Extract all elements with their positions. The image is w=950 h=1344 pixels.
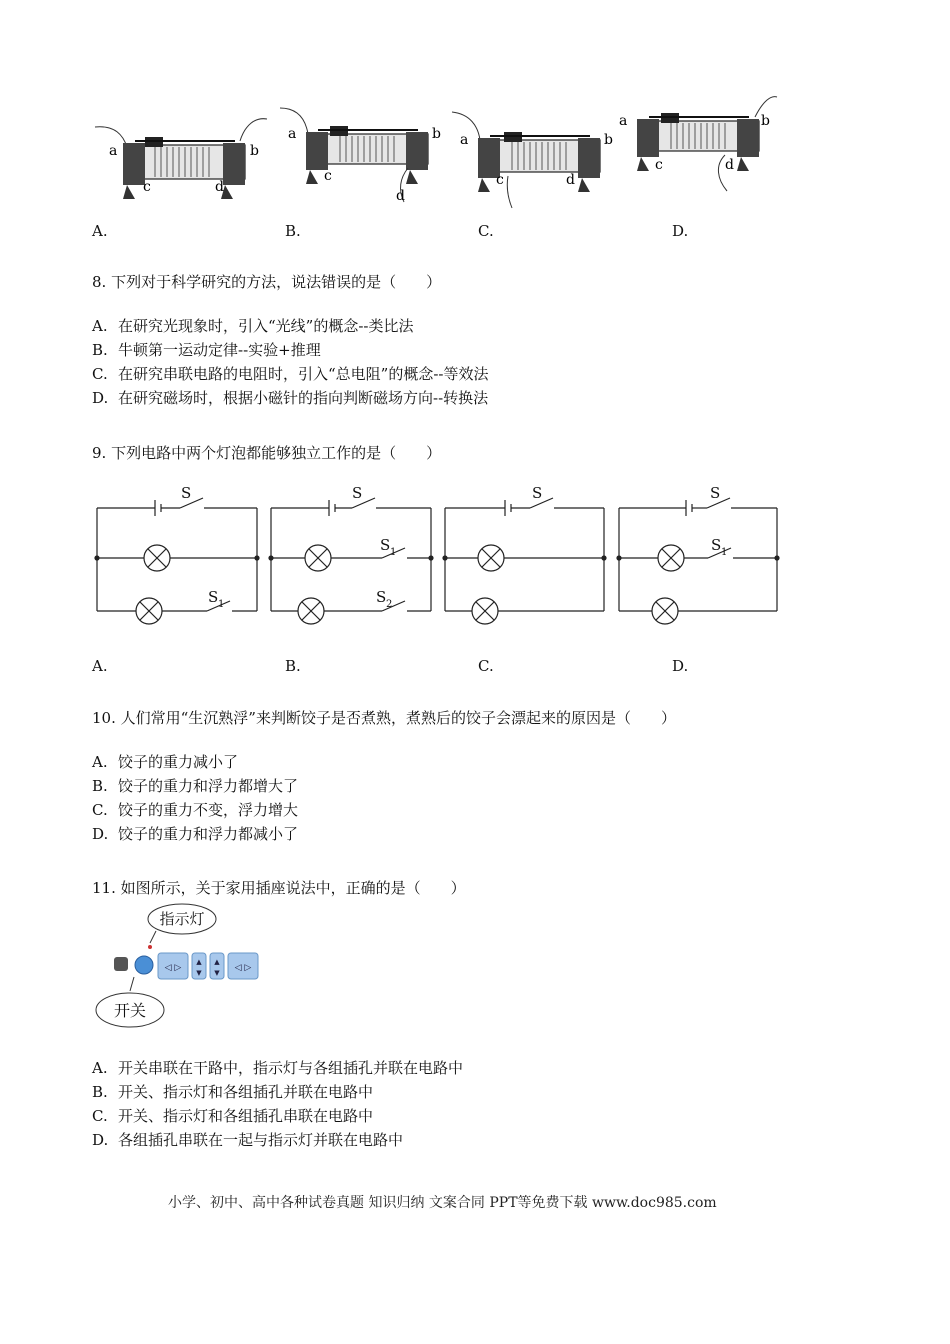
option-letter: C. <box>92 1107 108 1125</box>
terminal-label-b: b <box>604 132 613 148</box>
terminal-label-c: c <box>143 179 151 195</box>
q11-option-b[interactable] <box>92 1083 373 1101</box>
svg-text:▲: ▲ <box>214 958 220 966</box>
q8-option-b[interactable] <box>92 341 321 359</box>
switch-label: S <box>181 484 192 502</box>
circuit-d <box>617 498 779 624</box>
q8-option-d[interactable] <box>92 389 488 407</box>
q9-option-d-letter: D. <box>672 657 689 675</box>
terminal-label-c: c <box>496 172 504 188</box>
switch-icon <box>114 957 128 971</box>
option-text: 在研究磁场时，根据小磁针的指向判断磁场方向--转换法 <box>118 389 489 407</box>
indicator-callout: 指示灯 <box>159 910 205 928</box>
option-text: 在研究串联电路的电阻时，引入“总电阻”的概念--等效法 <box>118 365 489 383</box>
option-text: 饺子的重力不变，浮力增大 <box>118 801 299 819</box>
circuit-b <box>269 498 433 624</box>
q10-option-b[interactable] <box>92 777 298 795</box>
svg-text:▼: ▼ <box>196 969 202 977</box>
switch-subscript: 1 <box>721 547 728 558</box>
page-footer: 小学、初中、高中各种试卷真题 知识归纳 文案合同 PPT等免费下载 www.doc985.com <box>168 1195 717 1211</box>
switch-label: S <box>376 588 387 606</box>
rheostat-c <box>452 112 613 208</box>
q11-option-c[interactable] <box>92 1107 373 1125</box>
terminal-label-d: d <box>566 172 575 188</box>
q8-option-a[interactable] <box>92 317 413 335</box>
option-letter: C. <box>92 365 108 383</box>
option-letter: A. <box>92 317 108 335</box>
option-text: 牛顿第一运动定律--实验+推理 <box>118 341 321 359</box>
switch-label: S <box>710 484 721 502</box>
q10-option-d[interactable] <box>92 825 298 843</box>
terminal-label-a: a <box>109 143 118 159</box>
switch-label: S <box>208 588 219 606</box>
q11-option-d[interactable] <box>92 1131 403 1149</box>
terminal-label-d: d <box>725 157 734 173</box>
option-text: 开关、指示灯和各组插孔串联在电路中 <box>118 1107 374 1125</box>
option-letter: A. <box>92 1059 108 1077</box>
q8-option-c[interactable] <box>92 365 488 383</box>
q7-option-a-letter: A. <box>92 222 108 240</box>
rheostat-a <box>95 119 267 199</box>
q11-stem: 11. 如图所示，关于家用插座说法中，正确的是（ ） <box>92 879 466 897</box>
q11-option-a[interactable] <box>92 1059 463 1077</box>
q7-option-c-letter: C. <box>478 222 494 240</box>
q9-option-b-letter: B. <box>285 657 301 675</box>
switch-label: S <box>532 484 543 502</box>
option-letter: D. <box>92 1131 109 1149</box>
option-text: 在研究光现象时，引入“光线”的概念--类比法 <box>118 317 414 335</box>
terminal-label-c: c <box>324 168 332 184</box>
rheostat-b <box>280 108 441 204</box>
q10-option-a[interactable] <box>92 753 238 771</box>
option-text: 饺子的重力减小了 <box>118 753 239 771</box>
option-letter: B. <box>92 777 108 795</box>
q10-option-c[interactable] <box>92 801 298 819</box>
q7-option-d-letter: D. <box>672 222 689 240</box>
option-letter: D. <box>92 389 109 407</box>
q8-stem: 8. 下列对于科学研究的方法，说法错误的是（ ） <box>92 273 442 291</box>
option-letter: D. <box>92 825 109 843</box>
q9-stem: 9. 下列电路中两个灯泡都能够独立工作的是（ ） <box>92 444 442 462</box>
switch-subscript: 1 <box>390 547 397 558</box>
terminal-label-a: a <box>460 132 469 148</box>
option-letter: B. <box>92 1083 108 1101</box>
terminal-label-a: a <box>288 126 297 142</box>
q10-stem: 10. 人们常用“生沉熟浮”来判断饺子是否煮熟，煮熟后的饺子会漂起来的原因是（ ） <box>92 709 676 727</box>
option-letter: C. <box>92 801 108 819</box>
q9-circuits <box>0 480 950 640</box>
option-text: 各组插孔串联在一起与指示灯并联在电路中 <box>118 1131 404 1149</box>
terminal-label-d: d <box>396 188 405 204</box>
terminal-label-d: d <box>215 179 224 195</box>
switch-label: S <box>380 536 391 554</box>
power-strip-figure <box>90 903 270 1033</box>
option-text: 开关、指示灯和各组插孔并联在电路中 <box>118 1083 374 1101</box>
switch-callout: 开关 <box>113 1001 147 1020</box>
terminal-label-b: b <box>432 126 441 142</box>
q9-option-c-letter: C. <box>478 657 494 675</box>
option-text: 饺子的重力和浮力都减小了 <box>118 825 299 843</box>
terminal-label-c: c <box>655 157 663 173</box>
q7-option-b-letter: B. <box>285 222 301 240</box>
terminal-label-b: b <box>761 113 770 129</box>
option-letter: B. <box>92 341 108 359</box>
rheostat-figures <box>0 80 950 290</box>
option-letter: A. <box>92 753 108 771</box>
circuit-a <box>95 498 259 624</box>
svg-text:◁ ▷: ◁ ▷ <box>234 963 252 973</box>
switch-subscript: 2 <box>386 599 393 610</box>
circuit-c <box>443 498 606 624</box>
q9-option-a-letter: A. <box>92 657 108 675</box>
svg-text:▼: ▼ <box>214 969 220 977</box>
terminal-label-b: b <box>250 143 259 159</box>
svg-text:▲: ▲ <box>196 958 202 966</box>
terminal-label-a: a <box>619 113 628 129</box>
switch-subscript: 1 <box>218 599 225 610</box>
switch-label: S <box>352 484 363 502</box>
option-text: 开关串联在干路中，指示灯与各组插孔并联在电路中 <box>118 1059 464 1077</box>
svg-text:◁ ▷: ◁ ▷ <box>164 963 182 973</box>
option-text: 饺子的重力和浮力都增大了 <box>118 777 299 795</box>
rheostat-d <box>619 97 777 191</box>
switch-label: S <box>711 536 722 554</box>
